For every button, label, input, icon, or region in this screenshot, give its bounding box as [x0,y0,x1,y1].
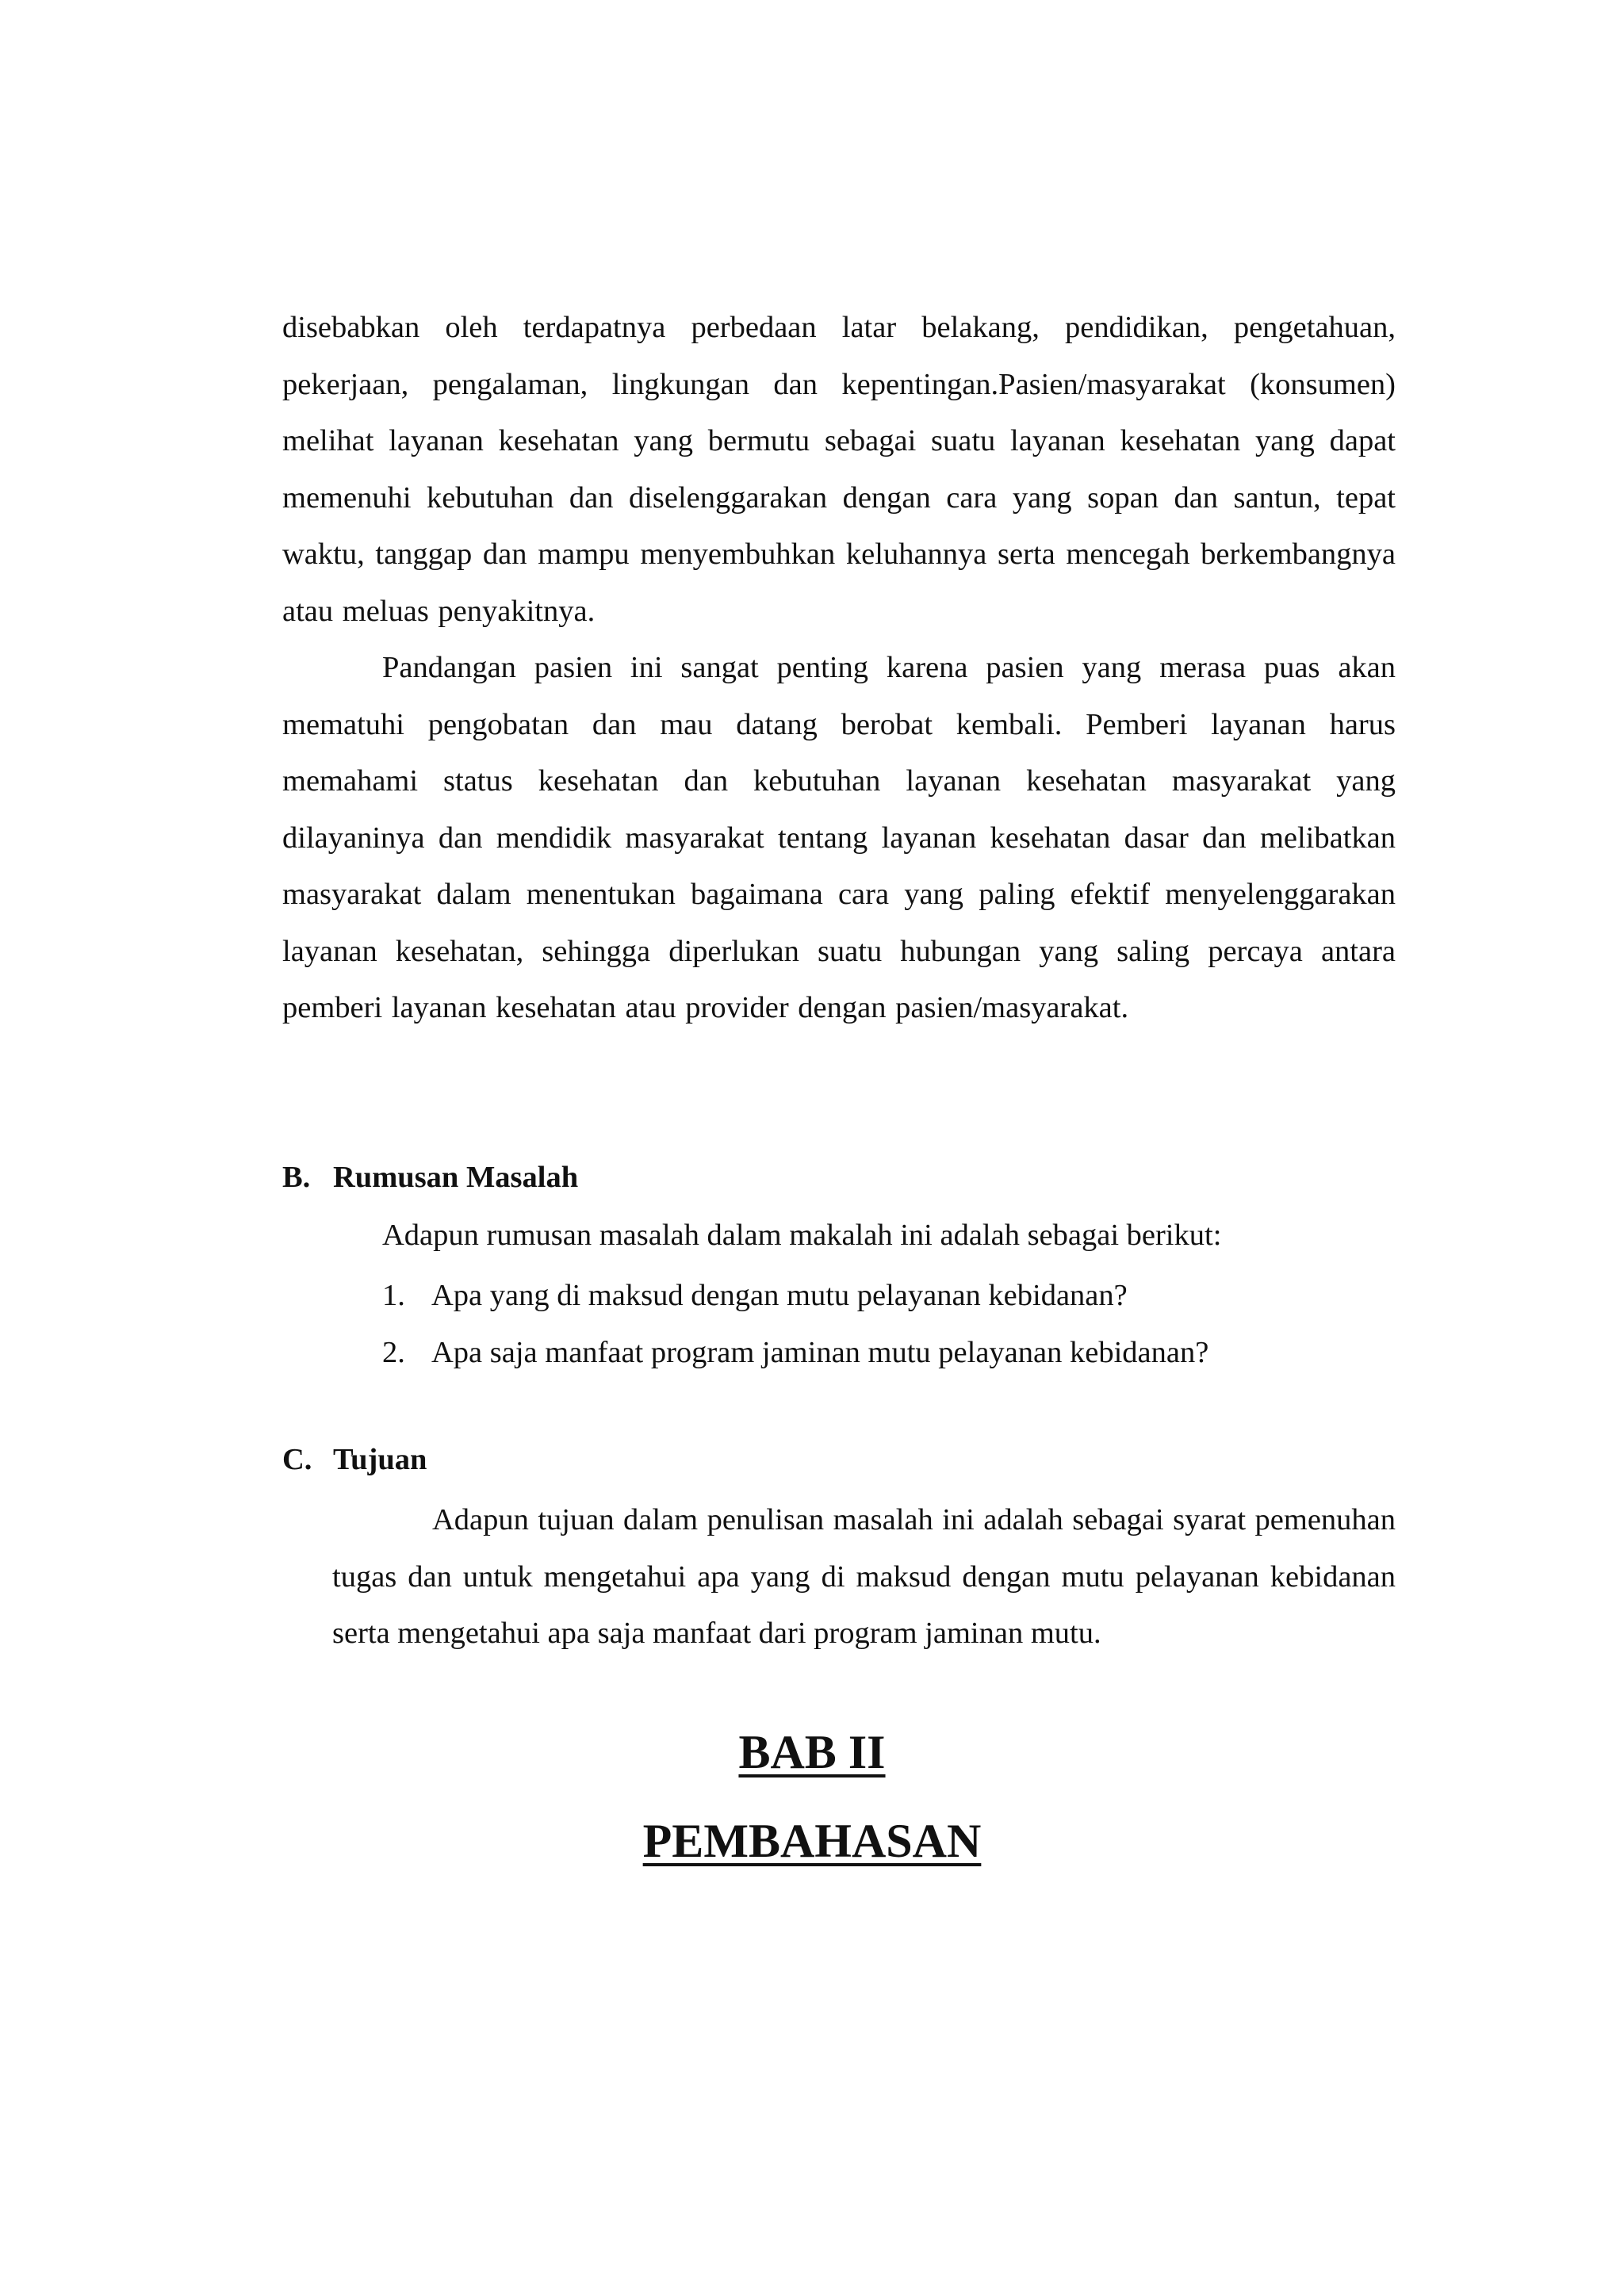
section-c-title: Tujuan [333,1443,427,1476]
body-paragraph-2 [282,640,1396,1037]
list-item-number: 2. [382,1336,405,1369]
paragraph-1-text: disebabkan oleh terdapatnya perbedaan latar belakang, pendidikan, pengetahuan, pekerjaan, pengalaman, lingkungan dan kepentingan.Pasien/masyarakat (konsumen) melihat layanan kesehatan yang bermutu sebagai suatu layanan kesehatan yang dapat memenuhi kebutuhan dan diselenggarakan dengan cara yang sopan dan santun, tepat waktu, tanggap dan mampu menyembuhkan keluhannya serta mencegah berkembangnya atau meluas penyakitnya. [282,311,1396,628]
section-c-heading [282,1436,427,1483]
chapter-number-heading [0,1720,1624,1784]
section-b-heading [282,1154,578,1201]
list-item-number: 1. [382,1279,405,1312]
section-c-body [332,1492,1396,1663]
body-paragraph-1 [282,300,1396,640]
section-c-letter: C. [282,1443,312,1476]
section-c-text: Adapun tujuan dalam penulisan masalah ini adalah sebagai syarat pemenuhan tugas dan untuk mengetahui apa yang di maksud dengan mutu pelayanan kebidanan serta mengetahui apa saja manfaat dari program jaminan mutu. [332,1503,1396,1650]
chapter-number: BAB II [738,1726,886,1778]
list-item [382,1267,1208,1324]
section-b-intro: Adapun rumusan masalah dalam makalah ini adalah sebagai berikut: [382,1219,1222,1252]
section-b-letter: B. [282,1161,311,1194]
paragraph-2-text: Pandangan pasien ini sangat penting karena pasien yang merasa puas akan mematuhi pengobatan dan mau datang berobat kembali. Pemberi layanan harus memahami status kesehatan dan kebutuhan layanan kesehatan masyarakat yang dilayaninya dan mendidik masyarakat tentang layanan kesehatan dasar dan melibatkan masyarakat dalam menentukan bagaimana cara yang paling efektif menyelenggarakan layanan kesehatan, sehingga diperlukan suatu hubungan yang saling percaya antara pemberi layanan kesehatan atau provider dengan pasien/masyarakat. [282,651,1396,1024]
problem-list [382,1267,1208,1381]
list-item-text: Apa saja manfaat program jaminan mutu pelayanan kebidanan? [431,1336,1209,1369]
section-b-title: Rumusan Masalah [333,1161,579,1194]
chapter-title-heading [0,1809,1624,1873]
list-item [382,1324,1208,1381]
list-item-text: Apa yang di maksud dengan mutu pelayanan kebidanan? [431,1279,1128,1312]
chapter-title: PEMBAHASAN [642,1815,982,1867]
